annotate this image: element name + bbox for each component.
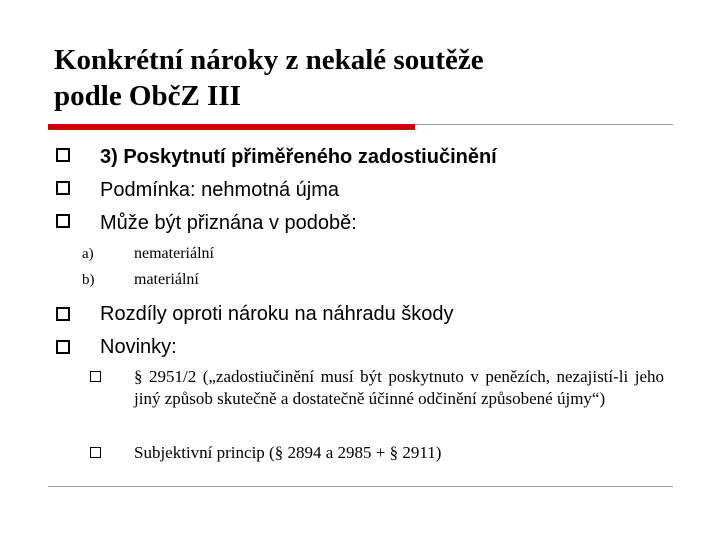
sublist-item-a: nemateriální: [134, 245, 214, 262]
slide-title: [54, 42, 674, 114]
square-bullet-icon: [90, 447, 101, 458]
title-divider-accent: [48, 124, 415, 130]
square-bullet-icon: [90, 371, 101, 382]
square-bullet-icon: [56, 340, 70, 354]
novinky-item-2: Subjektivní princip (§ 2894 a 2985 + § 2911): [134, 443, 442, 462]
bullet-item-5: Novinky:: [100, 336, 177, 358]
title-line-2: podle ObčZ III: [54, 80, 241, 112]
bullet-item-2: Podmínka: nehmotná újma: [100, 179, 340, 201]
sublist-marker-a: a): [82, 246, 94, 262]
footer-divider: [48, 486, 673, 487]
bullet-item-3: Může být přiznána v podobě:: [100, 212, 357, 234]
sublist-marker-b: b): [82, 272, 95, 288]
square-bullet-icon: [56, 214, 70, 228]
square-bullet-icon: [56, 307, 70, 321]
sublist-item-b: materiální: [134, 271, 199, 288]
novinky-item-1: § 2951/2 („zadostiučinění musí být poskytnuto v penězích, nezajistí-li jeho jiný způsob skutečně a dostatečně účinné odčinění způsobené újmy“): [134, 367, 664, 408]
title-line-1: Konkrétní nároky z nekalé soutěže: [54, 44, 484, 76]
square-bullet-icon: [56, 181, 70, 195]
bullet-item-1: 3) Poskytnutí přiměřeného zadostiučinění: [100, 146, 497, 168]
square-bullet-icon: [56, 148, 70, 162]
bullet-item-4: Rozdíly oproti nároku na náhradu škody: [100, 303, 454, 325]
